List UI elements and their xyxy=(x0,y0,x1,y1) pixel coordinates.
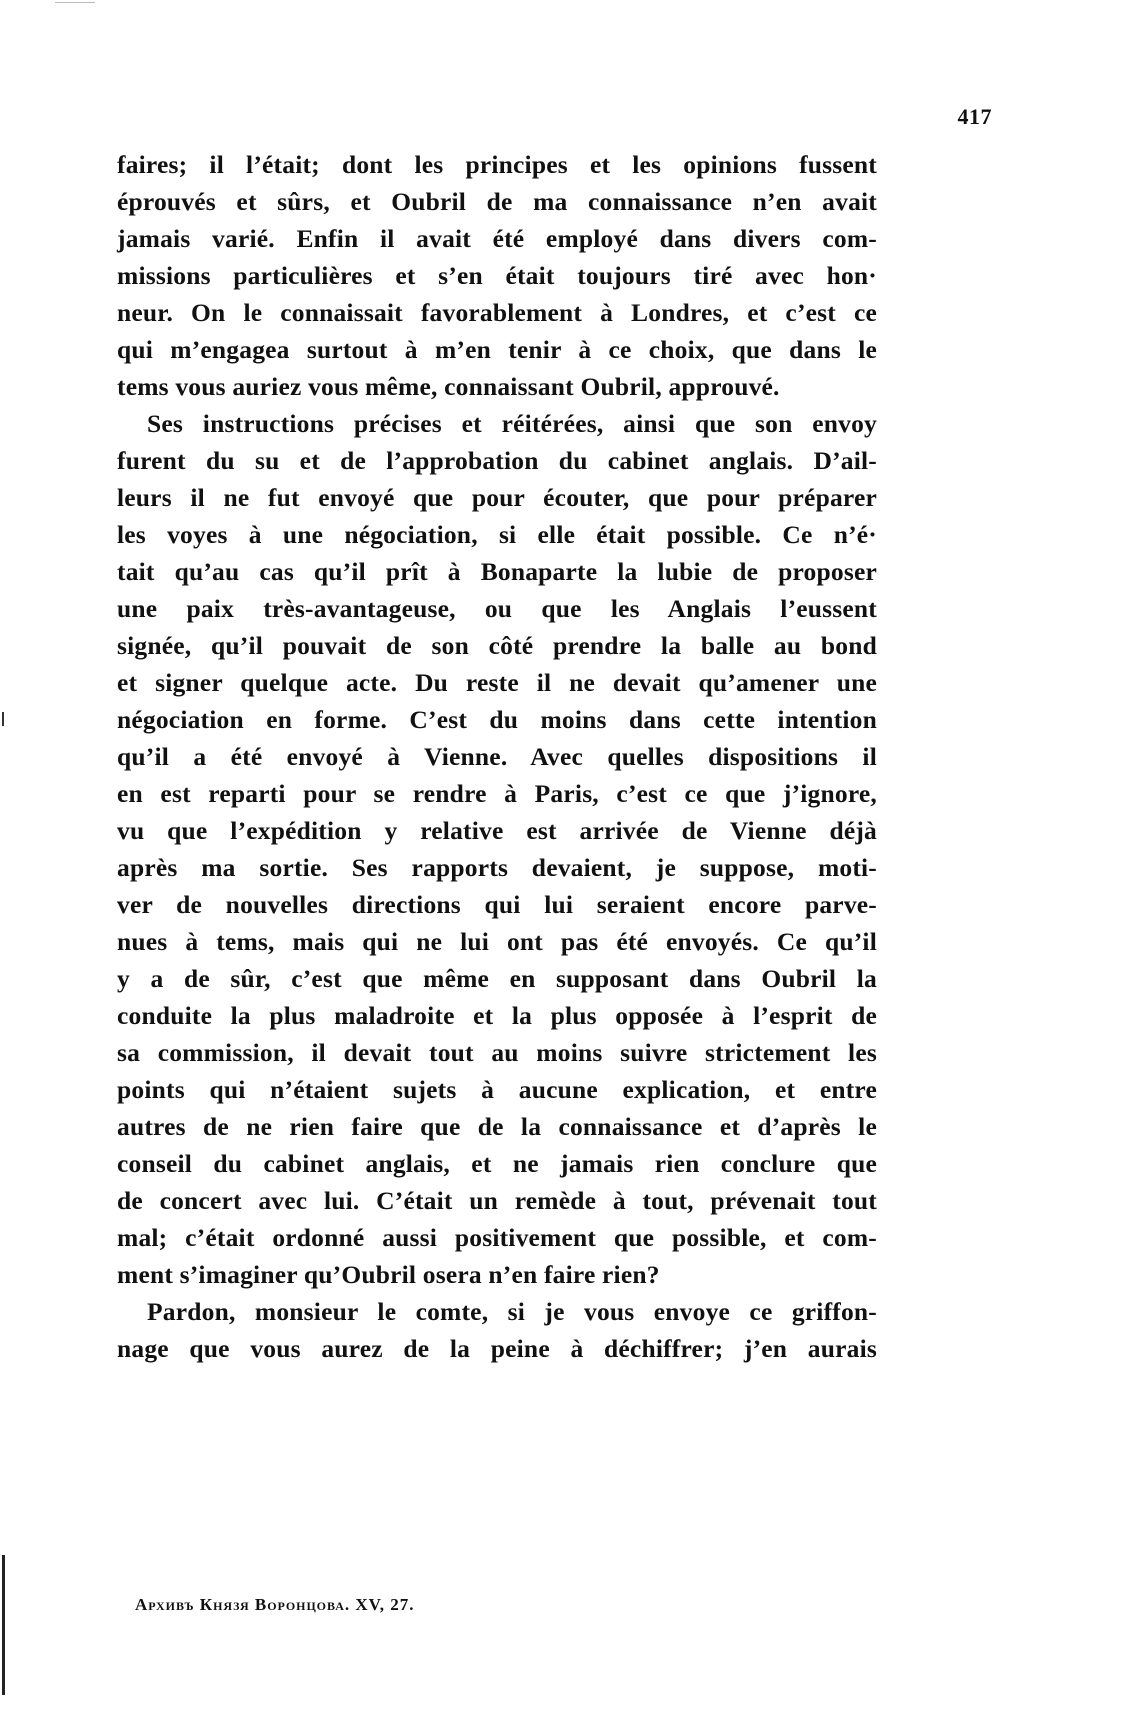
text-line: négociation en forme. C’est du moins dans cette intention xyxy=(117,705,877,734)
text-line: et signer quelque acte. Du reste il ne devait qu’amener une xyxy=(117,668,877,697)
text-line: autres de ne rien faire que de la connaissance et d’après le xyxy=(117,1112,877,1141)
text-line: neur. On le connaissait favorablement à Londres, et c’est ce xyxy=(117,298,877,327)
text-line: points qui n’étaient sujets à aucune explication, et entre xyxy=(117,1075,877,1104)
text-line: sa commission, il devait tout au moins suivre strictement les xyxy=(117,1038,877,1067)
text-line: tait qu’au cas qu’il prît à Bonaparte la lubie de proposer xyxy=(117,557,877,586)
text-line: mal; c’était ordonné aussi positivement que possible, et com- xyxy=(117,1223,877,1252)
text-line: vu que l’expédition y relative est arrivée de Vienne déjà xyxy=(117,816,877,845)
text-line: Pardon, monsieur le comte, si je vous envoye ce griffon- xyxy=(147,1297,877,1326)
text-line: nues à tems, mais qui ne lui ont pas été envoyés. Ce qu’il xyxy=(117,927,877,956)
text-line: signée, qu’il pouvait de son côté prendre la balle au bond xyxy=(117,631,877,660)
text-line: leurs il ne fut envoyé que pour écouter, que pour préparer xyxy=(117,483,877,512)
text-line: tems vous auriez vous même, connaissant Oubril, approuvé. xyxy=(117,372,780,401)
text-line: ment s’imaginer qu’Oubril osera n’en faire rien? xyxy=(117,1260,660,1289)
text-line: les voyes à une négociation, si elle était possible. Ce n’é· xyxy=(117,520,877,549)
text-line: y a de sûr, c’est que même en supposant dans Oubril la xyxy=(117,964,877,993)
text-line: de concert avec lui. C’était un remède à tout, prévenait tout xyxy=(117,1186,877,1215)
text-line: faires; il l’était; dont les principes et les opinions fussent xyxy=(117,150,877,179)
page-number: 417 xyxy=(957,104,992,129)
scan-margin-mark xyxy=(2,712,4,726)
text-line: jamais varié. Enfin il avait été employé dans divers com- xyxy=(117,224,877,253)
text-line: éprouvés et sûrs, et Oubril de ma connaissance n’en avait xyxy=(117,187,877,216)
text-line: une paix très-avantageuse, ou que les Anglais l’eussent xyxy=(117,594,877,623)
text-line: après ma sortie. Ses rapports devaient, je suppose, moti- xyxy=(117,853,877,882)
text-line: ver de nouvelles directions qui lui seraient encore parve- xyxy=(117,890,877,919)
text-line: conseil du cabinet anglais, et ne jamais rien conclure que xyxy=(117,1149,877,1178)
footer-signature: Архивъ Князя Воронцова. XV, 27. xyxy=(135,1595,415,1614)
text-line: conduite la plus maladroite et la plus opposée à l’esprit de xyxy=(117,1001,877,1030)
text-line: missions particulières et s’en était toujours tiré avec hon· xyxy=(117,261,877,290)
text-line: qui m’engagea surtout à m’en tenir à ce choix, que dans le xyxy=(117,335,877,364)
scan-edge-mark xyxy=(55,2,95,3)
text-line: furent du su et de l’approbation du cabinet anglais. D’ail- xyxy=(117,446,877,475)
text-line: en est reparti pour se rendre à Paris, c’est ce que j’ignore, xyxy=(117,779,877,808)
text-line: nage que vous aurez de la peine à déchiffrer; j’en aurais xyxy=(117,1334,877,1363)
body-text xyxy=(117,146,877,1367)
scan-binding-edge xyxy=(2,1555,5,1695)
text-line: Ses instructions précises et réitérées, ainsi que son envoy xyxy=(147,409,877,438)
text-line: qu’il a été envoyé à Vienne. Avec quelles dispositions il xyxy=(117,742,877,771)
